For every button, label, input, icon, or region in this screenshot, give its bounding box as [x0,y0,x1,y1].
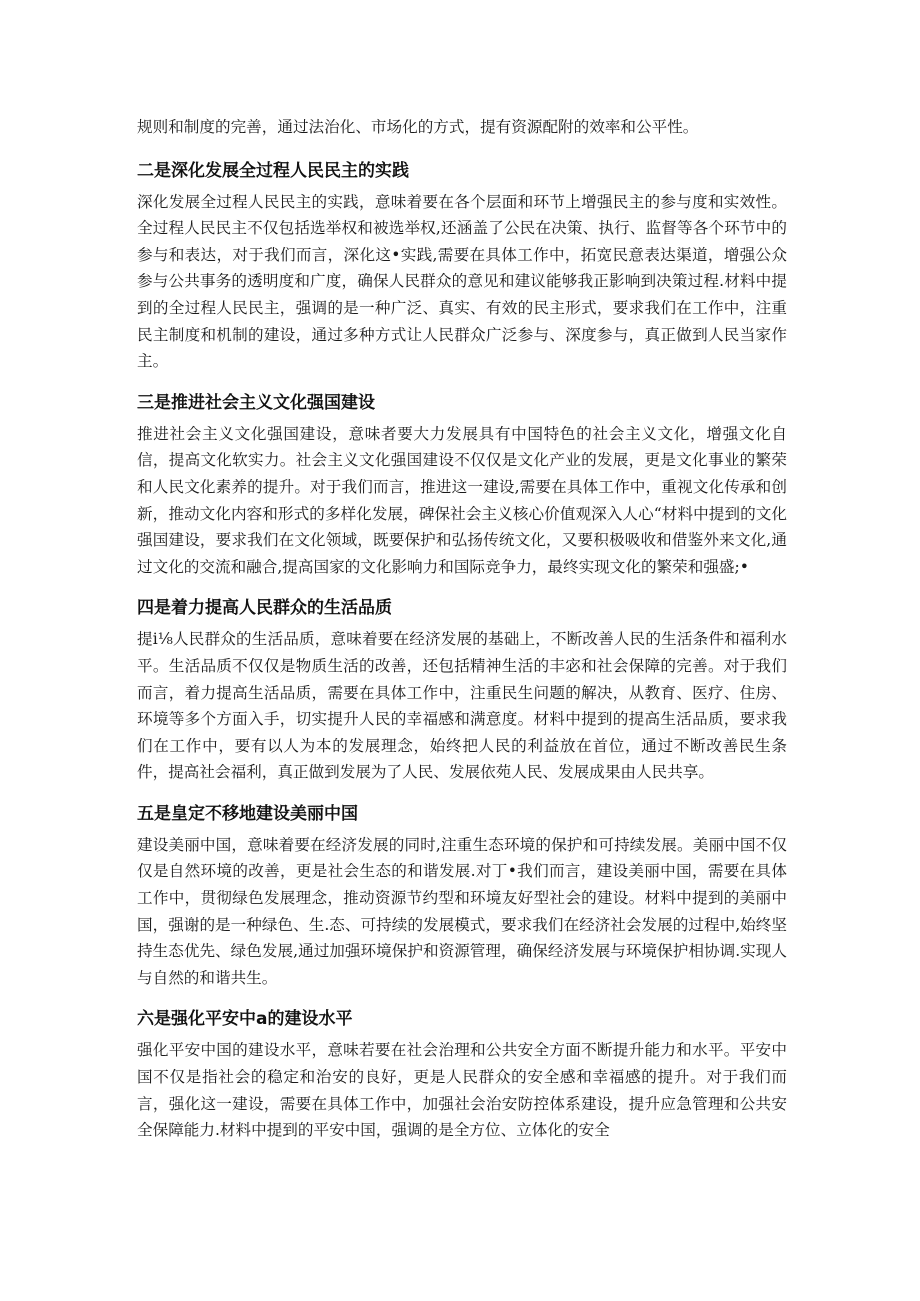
section-heading: 四是着力提高人民群众的生活品质 [137,598,392,619]
section-heading: 六是强化平安中a的建设水平 [137,1009,353,1030]
section-2 [137,159,787,375]
section-6 [137,1007,787,1143]
section-heading: 三是推进社会主义文化强国建设 [137,392,375,413]
section-body: 深化发展全过程人民民主的实践，意味着要在各个层面和环节上增强民主的参与度和实效性。全过程人民民主不仅包括选举权和被选举权,还涵盖了公民在决策、执行、监督等各个环节中的参与和表达，对于我们而言，深化这•实践,需要在具体工作中，拓宽民意表达渠道，增强公众参与公共事务的透明度和广度，确保人民群众的意见和建议能够我正影响到决策过程.材料中提到的全过程人民民主，强调的是一种广泛、真实、有效的民主形式，要求我们在工作中，注重民主制度和机制的建设，通过多种方式让人民群众广泛参与、深度参与，真正做到人民当家作主。 [137,192,787,371]
section-body: 推进社会主义文化强国建设，意味者要大力发展具有中国特色的社会主义文化，增强文化自信，提高文化软实力。社会主义文化强国建设不仅仅是文化产业的发展，更是文化事业的繁荣和人民文化素养的提升。对于我们而言，推进这一建设,需要在具体工作中，重视文化传承和创新，推动文化内容和形式的多样化发展，碑保社会主义核心价值观深入人心“材料中提到的文化强国建设，要求我们在文化领域，既要保护和弘扬传统文化，又要积极吸收和借鉴外来文化,通过文化的交流和融合,提高国家的文化影响力和国际竞争力，最终实现文化的繁荣和强盛;• [137,424,787,576]
section-body: 提i⅛人民群众的生活品质，意味着要在经济发展的基础上，不断改善人民的生活条件和福利水平。生活品质不仅仅是物质生活的改善，还包括精神生活的丰宓和社会保障的完善。对于我们而言，着力提高生活品质，需要在具体工作中，注重民生问题的解决，从教育、医疗、住房、环境等多个方面入手，切实提升人民的幸福感和满意度。材料中提到的提高生活品质，要求我们在工作中，要有以人为本的发展理念，始终把人民的利益放在首位，通过不断改善民生条件，提高社会福利，真正做到发展为了人民、发展依苑人民、发展成果由人民共享。 [137,630,787,782]
document-page [137,114,787,1144]
section-heading: 二是深化发展全过程人民民主的实践 [137,160,409,181]
lead-paragraph: 规则和制度的完善，通过法治化、市场化的方式，提有资源配附的效率和公平性。 [137,118,699,136]
section-5 [137,802,787,992]
section-heading: 五是皇定不移地建设美丽中国 [137,803,358,824]
section-body: 强化平安中国的建设水平，意味若要在社会治理和公共安全方面不断提升能力和水平。平安中国不仅是指社会的稳定和治安的良好，更是人民群众的安全感和幸福感的提升。对于我们而言，强化这一建设，需要在具体工作中，加强社会治安防控体系建设，提升应急管理和公共安全保障能力.材料中提到的平安中国，强调的是全方位、立体化的安全 [137,1041,787,1140]
section-3 [137,391,787,581]
section-body: 建设美丽中国，意味着要在经济发展的同时,注重生态环境的保护和可持续发展。美丽中国不仅仅是自然环境的改善，更是社会生态的和谐发展.对丁•我们而言，建设美丽中国，需要在具体工作中，贯彻绿色发展理念，推动资源节约型和环境友好型社会的建设。材料中提到的美丽中国，强谢的是一种绿色、生.态、可持续的发展模式，要求我们在经济社会发展的过程中,始终坚持生态优先、绿色发展,通过加强环境保护和资源管理，确保经济发展与环境保护相协调.实现人与自然的和谐共生。 [137,835,787,987]
section-4 [137,596,787,786]
